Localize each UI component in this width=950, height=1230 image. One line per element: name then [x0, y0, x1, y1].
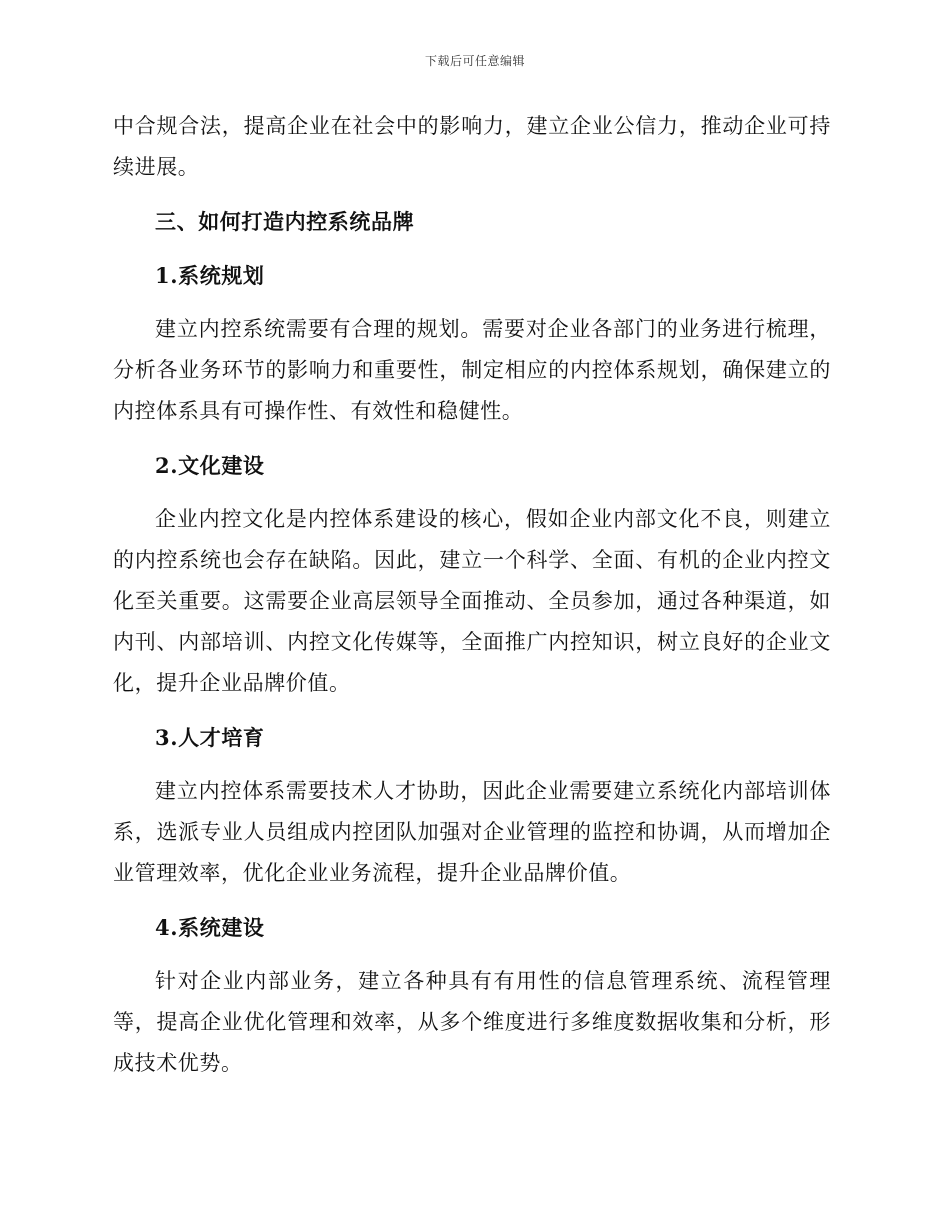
subsection-heading-4: 4.系统建设 [155, 915, 265, 940]
page-header: 下载后可任意编辑 [424, 54, 525, 68]
subsection-heading-1: 1.系统规划 [155, 263, 265, 288]
subsection-body-2: 企业内控文化是内控体系建设的核心，假如企业内部文化不良，则建立的内控系统也会存在缺陷。因此，建立一个科学、全面、有机的企业内控文化至关重要。这需要企业高层领导全面推动、全员参加，通过各种渠道，如内刊、内部培训、内控文化传媒等，全面推广内控知识，树立良好的企业文化，提升企业品牌价值。 [113, 507, 831, 695]
subsection-body-4: 针对企业内部业务，建立各种具有有用性的信息管理系统、流程管理等，提高企业优化管理和效率，从多个维度进行多维度数据收集和分析，形成技术优势。 [113, 969, 831, 1075]
subsection-heading-3: 3.人才培育 [155, 725, 265, 750]
subsection-body-3: 建立内控体系需要技术人才协助，因此企业需要建立系统化内部培训体系，选派专业人员组成内控团队加强对企业管理的监控和协调，从而增加企业管理效率，优化企业业务流程，提升企业品牌价值。 [113, 779, 831, 885]
document-body [113, 106, 831, 1084]
section-title: 三、如何打造内控系统品牌 [155, 209, 415, 234]
continued-paragraph: 中合规合法，提高企业在社会中的影响力，建立企业公信力，推动企业可持续进展。 [113, 114, 831, 179]
subsection-heading-2: 2.文化建设 [155, 453, 265, 478]
subsection-body-1: 建立内控系统需要有合理的规划。需要对企业各部门的业务进行梳理，分析各业务环节的影响力和重要性，制定相应的内控体系规划，确保建立的内控体系具有可操作性、有效性和稳健性。 [113, 317, 831, 423]
